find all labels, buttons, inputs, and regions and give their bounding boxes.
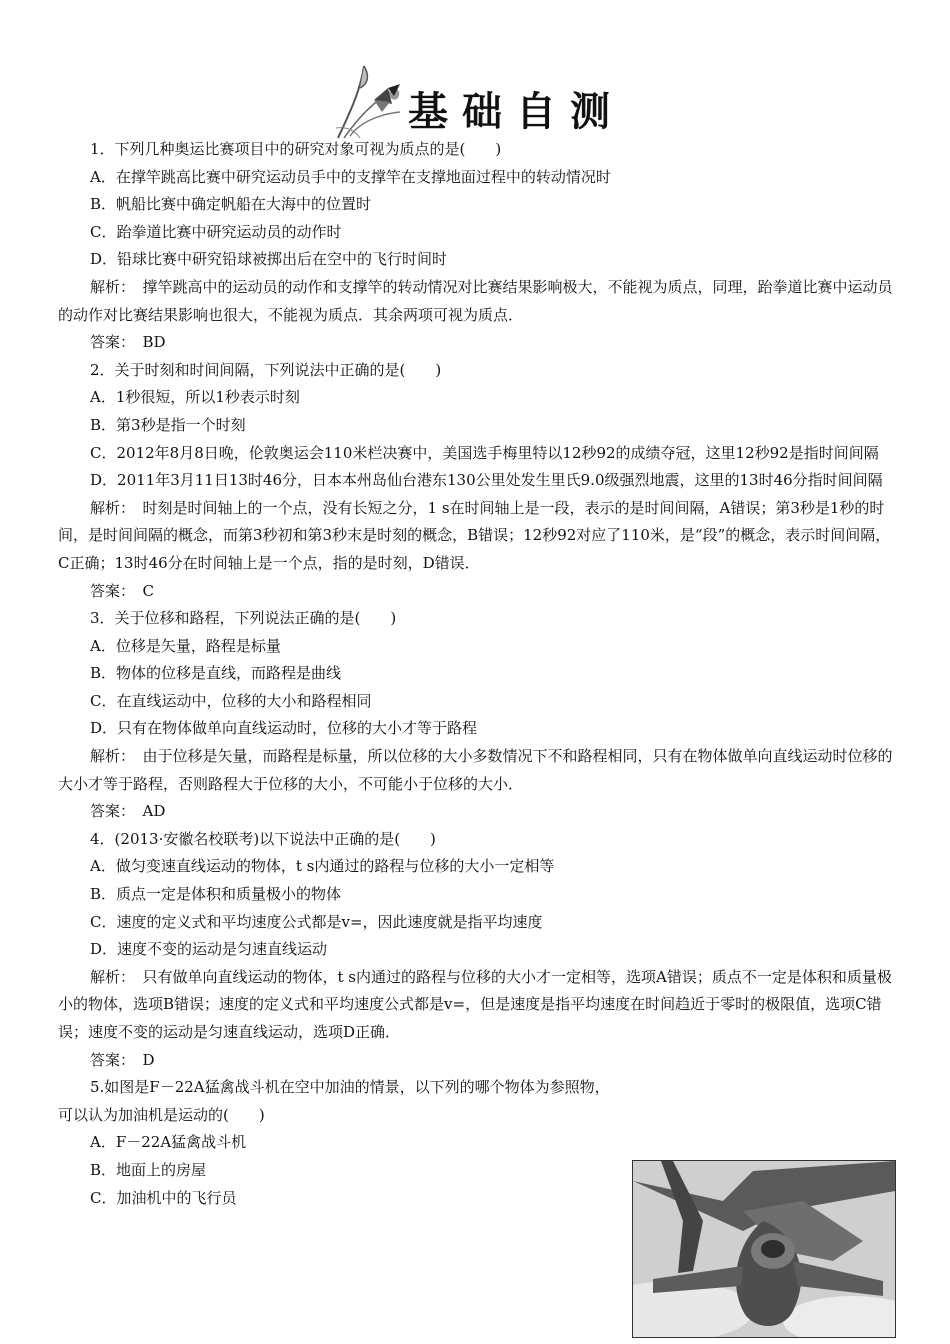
question-2 <box>58 357 898 605</box>
option-d: D．铅球比赛中研究铅球被掷出后在空中的飞行时间时 <box>90 250 448 269</box>
answer: 答案： AD <box>90 802 166 821</box>
option-b: B．第3秒是指一个时刻 <box>90 415 246 434</box>
refueling-aircraft-photo <box>632 1160 896 1338</box>
section-header <box>330 62 630 140</box>
question-list <box>58 136 898 1212</box>
option-d: D．速度不变的运动是匀速直线运动 <box>90 940 328 959</box>
option-a: A．1秒很短，所以1秒表示时刻 <box>90 388 300 407</box>
option-b: B．质点一定是体积和质量极小的物体 <box>90 885 342 904</box>
option-d: D．2011年3月11日13时46分，日本本州岛仙台港东130公里处发生里氏9.0级强烈地震，这里的13时46分指时间间隔 <box>90 471 883 490</box>
option-a: A．F－22A猛禽战斗机 <box>90 1133 247 1152</box>
option-b: B．地面上的房屋 <box>90 1160 207 1179</box>
answer: 答案： C <box>90 581 154 600</box>
question-stem: 4．(2013·安徽名校联考)以下说法中正确的是( ) <box>90 829 436 848</box>
question-stem: 3．关于位移和路程，下列说法正确的是( ) <box>90 609 397 628</box>
answer: 答案： BD <box>90 333 166 352</box>
page-title: 基础自测 <box>408 88 624 135</box>
analysis: 解析： 只有做单向直线运动的物体，t s内通过的路程与位移的大小才一定相等，选项A错误；质点不一定是体积和质量极小的物体，选项B错误；速度的定义式和平均速度公式都是v=，但是速度是指平均速度在时间趋近于零时的极限值，选项C错误；速度不变的运动是匀速直线运动，选项D正确． <box>58 967 892 1041</box>
option-d: D．只有在物体做单向直线运动时，位移的大小才等于路程 <box>90 719 478 738</box>
fighter-jet-image <box>633 1161 895 1337</box>
question-stem: 5.如图是F－22A猛禽战斗机在空中加油的情景，以下列的哪个物体为参照物，可以认为加油机是运动的( ) <box>58 1078 610 1124</box>
option-c: C．2012年8月8日晚，伦敦奥运会110米栏决赛中，美国选手梅里特以12秒92的成绩夺冠，这里12秒92是指时间间隔 <box>90 443 879 462</box>
analysis: 解析： 撑竿跳高中的运动员的动作和支撑竿的转动情况对比赛结果影响极大，不能视为质点，同理，跆拳道比赛中运动员的动作对比赛结果影响也很大，不能视为质点．其余两项可视为质点． <box>58 277 893 324</box>
answer: 答案： D <box>90 1050 155 1069</box>
analysis: 解析： 由于位移是矢量，而路程是标量，所以位移的大小多数情况下不和路程相同，只有在物体做单向直线运动时位移的大小才等于路程，否则路程大于位移的大小，不可能小于位移的大小． <box>58 747 893 793</box>
question-stem: 2．关于时刻和时间间隔，下列说法中正确的是( ) <box>90 360 442 379</box>
option-a: A．做匀变速直线运动的物体，t s内通过的路程与位移的大小一定相等 <box>90 857 555 876</box>
option-c: C．速度的定义式和平均速度公式都是v=，因此速度就是指平均速度 <box>90 912 543 931</box>
option-b: B．物体的位移是直线，而路程是曲线 <box>90 664 342 683</box>
question-3 <box>58 605 898 826</box>
option-b: B．帆船比赛中确定帆船在大海中的位置时 <box>90 195 372 214</box>
option-c: C．加油机中的飞行员 <box>90 1188 237 1207</box>
option-a: A．在撑竿跳高比赛中研究运动员手中的支撑竿在支撑地面过程中的转动情况时 <box>90 167 611 186</box>
analysis: 解析： 时刻是时间轴上的一个点，没有长短之分，1 s在时间轴上是一段，表示的是时间间隔，A错误；第3秒是1秒的时间，是时间间隔的概念，而第3秒初和第3秒末是时刻的概念，B错误；12秒92对应了110米，是“段”的概念，表示时间间隔，C正确；13时46分在时间轴上是一个点，指的是时刻，D错误． <box>58 498 891 572</box>
option-a: A．位移是矢量，路程是标量 <box>90 636 281 655</box>
question-4 <box>58 826 898 1074</box>
question-1 <box>58 136 898 357</box>
question-stem: 1．下列几种奥运比赛项目中的研究对象可视为质点的是( ) <box>90 140 502 158</box>
option-c: C．在直线运动中，位移的大小和路程相同 <box>90 691 372 710</box>
option-c: C．跆拳道比赛中研究运动员的动作时 <box>90 222 342 241</box>
